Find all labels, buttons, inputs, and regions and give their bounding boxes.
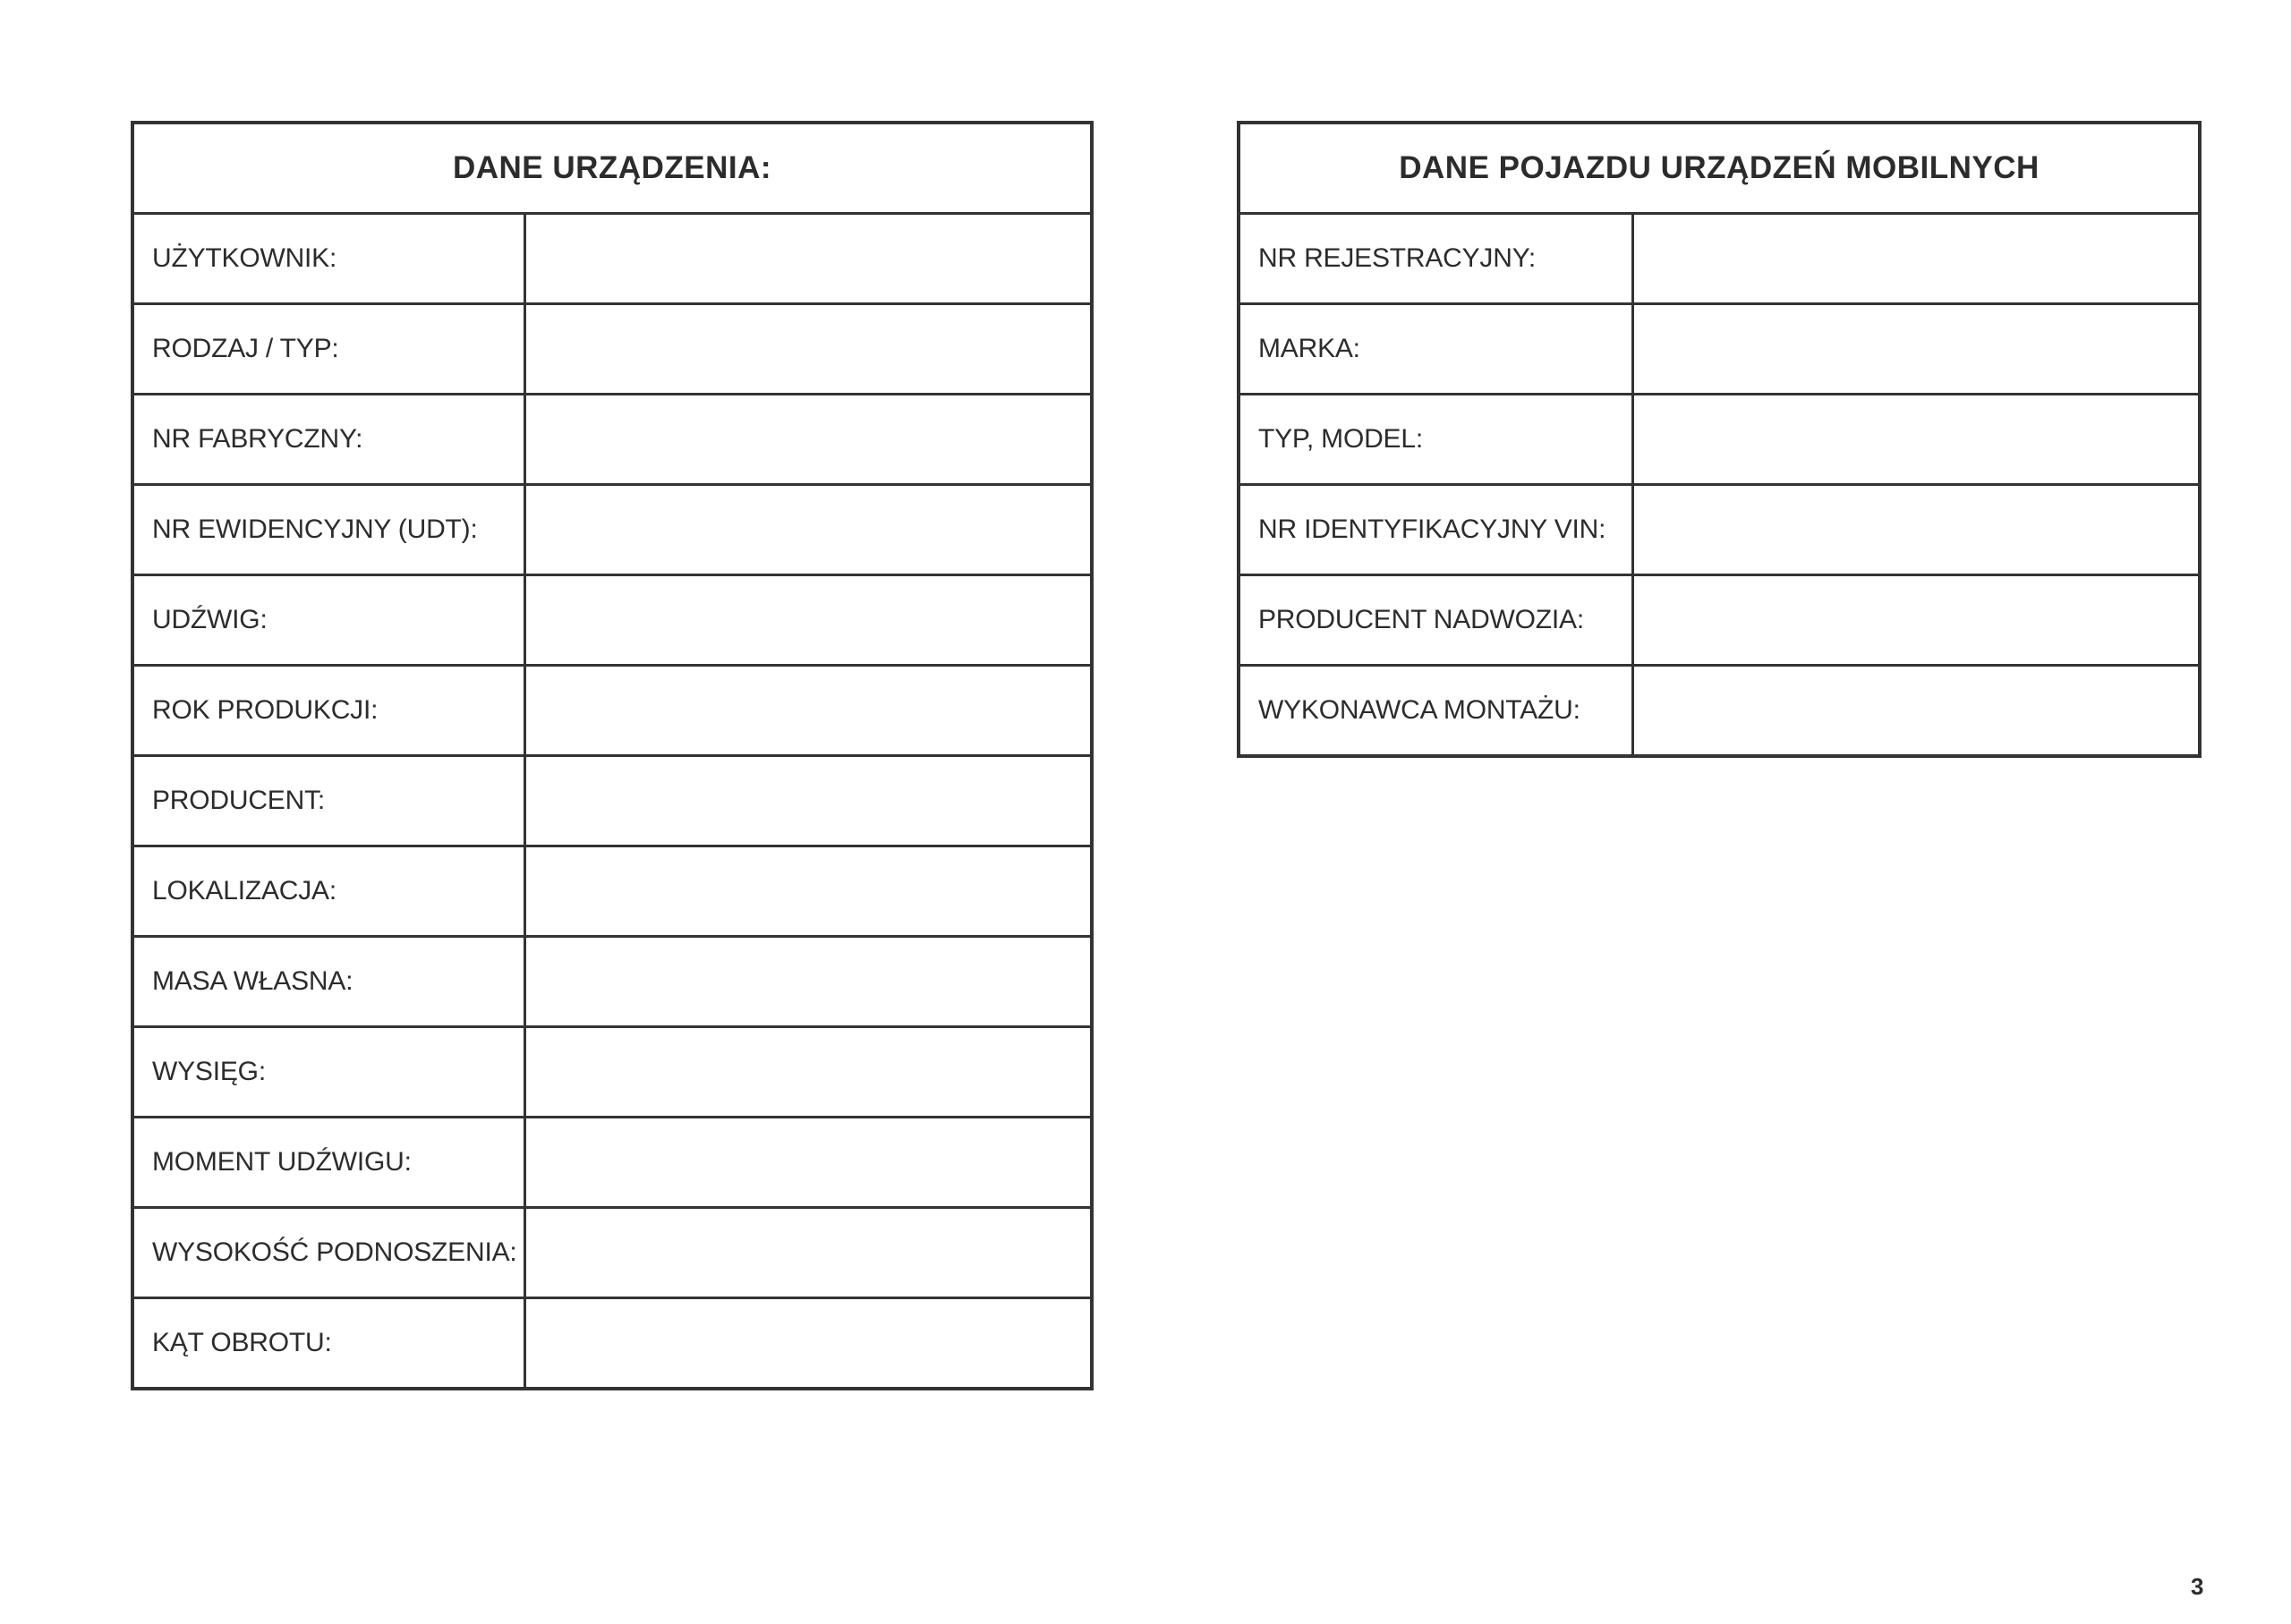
table-row xyxy=(1239,214,2200,304)
field-label-body-manufacturer: PRODUCENT NADWOZIA: xyxy=(1239,575,1632,666)
field-label-reach: WYSIĘG: xyxy=(132,1027,524,1118)
device-table-title: DANE URZĄDZENIA: xyxy=(132,123,1092,214)
table-row xyxy=(132,1118,1092,1208)
field-label-registry-number: NR EWIDENCYJNY (UDT): xyxy=(132,485,524,575)
table-row xyxy=(132,846,1092,937)
field-label-vin: NR IDENTYFIKACYJNY VIN: xyxy=(1239,485,1632,575)
table-row xyxy=(132,395,1092,485)
field-value-manufacturer[interactable] xyxy=(524,756,1092,846)
field-label-type: RODZAJ / TYP: xyxy=(132,304,524,395)
vehicle-table-title: DANE POJAZDU URZĄDZEŃ MOBILNYCH xyxy=(1239,123,2200,214)
field-label-serial-number: NR FABRYCZNY: xyxy=(132,395,524,485)
field-value-brand[interactable] xyxy=(1632,304,2200,395)
field-value-production-year[interactable] xyxy=(524,666,1092,756)
table-row xyxy=(132,304,1092,395)
field-value-registration-number[interactable] xyxy=(1632,214,2200,304)
table-row xyxy=(1239,395,2200,485)
field-value-model[interactable] xyxy=(1632,395,2200,485)
table-row xyxy=(132,1208,1092,1298)
table-row xyxy=(132,1027,1092,1118)
field-value-vin[interactable] xyxy=(1632,485,2200,575)
table-row xyxy=(132,485,1092,575)
field-value-reach[interactable] xyxy=(524,1027,1092,1118)
table-row xyxy=(1239,304,2200,395)
field-value-load-moment[interactable] xyxy=(524,1118,1092,1208)
field-value-rotation-angle[interactable] xyxy=(524,1298,1092,1390)
field-label-own-weight: MASA WŁASNA: xyxy=(132,937,524,1027)
table-row xyxy=(1239,575,2200,666)
page-number: 3 xyxy=(2191,1573,2204,1600)
table-row xyxy=(132,575,1092,666)
field-label-load-moment: MOMENT UDŹWIGU: xyxy=(132,1118,524,1208)
field-label-registration-number: NR REJESTRACYJNY: xyxy=(1239,214,1632,304)
field-value-user[interactable] xyxy=(524,214,1092,304)
field-label-location: LOKALIZACJA: xyxy=(132,846,524,937)
field-value-registry-number[interactable] xyxy=(524,485,1092,575)
field-label-model: TYP, MODEL: xyxy=(1239,395,1632,485)
table-row xyxy=(132,666,1092,756)
table-row xyxy=(132,937,1092,1027)
field-value-serial-number[interactable] xyxy=(524,395,1092,485)
field-value-lifting-height[interactable] xyxy=(524,1208,1092,1298)
field-value-capacity[interactable] xyxy=(524,575,1092,666)
field-value-type[interactable] xyxy=(524,304,1092,395)
table-row xyxy=(132,756,1092,846)
device-data-table xyxy=(131,121,1094,1390)
field-value-own-weight[interactable] xyxy=(524,937,1092,1027)
table-row xyxy=(1239,485,2200,575)
table-row xyxy=(132,214,1092,304)
field-label-assembly-contractor: WYKONAWCA MONTAŻU: xyxy=(1239,666,1632,757)
field-value-body-manufacturer[interactable] xyxy=(1632,575,2200,666)
field-label-rotation-angle: KĄT OBROTU: xyxy=(132,1298,524,1390)
field-label-lifting-height: WYSOKOŚĆ PODNOSZENIA: xyxy=(132,1208,524,1298)
field-label-manufacturer: PRODUCENT: xyxy=(132,756,524,846)
field-label-production-year: ROK PRODUKCJI: xyxy=(132,666,524,756)
field-value-location[interactable] xyxy=(524,846,1092,937)
table-row xyxy=(132,1298,1092,1390)
field-label-capacity: UDŹWIG: xyxy=(132,575,524,666)
field-label-brand: MARKA: xyxy=(1239,304,1632,395)
field-value-assembly-contractor[interactable] xyxy=(1632,666,2200,757)
field-label-user: UŻYTKOWNIK: xyxy=(132,214,524,304)
table-row xyxy=(1239,666,2200,757)
vehicle-data-table xyxy=(1237,121,2202,758)
